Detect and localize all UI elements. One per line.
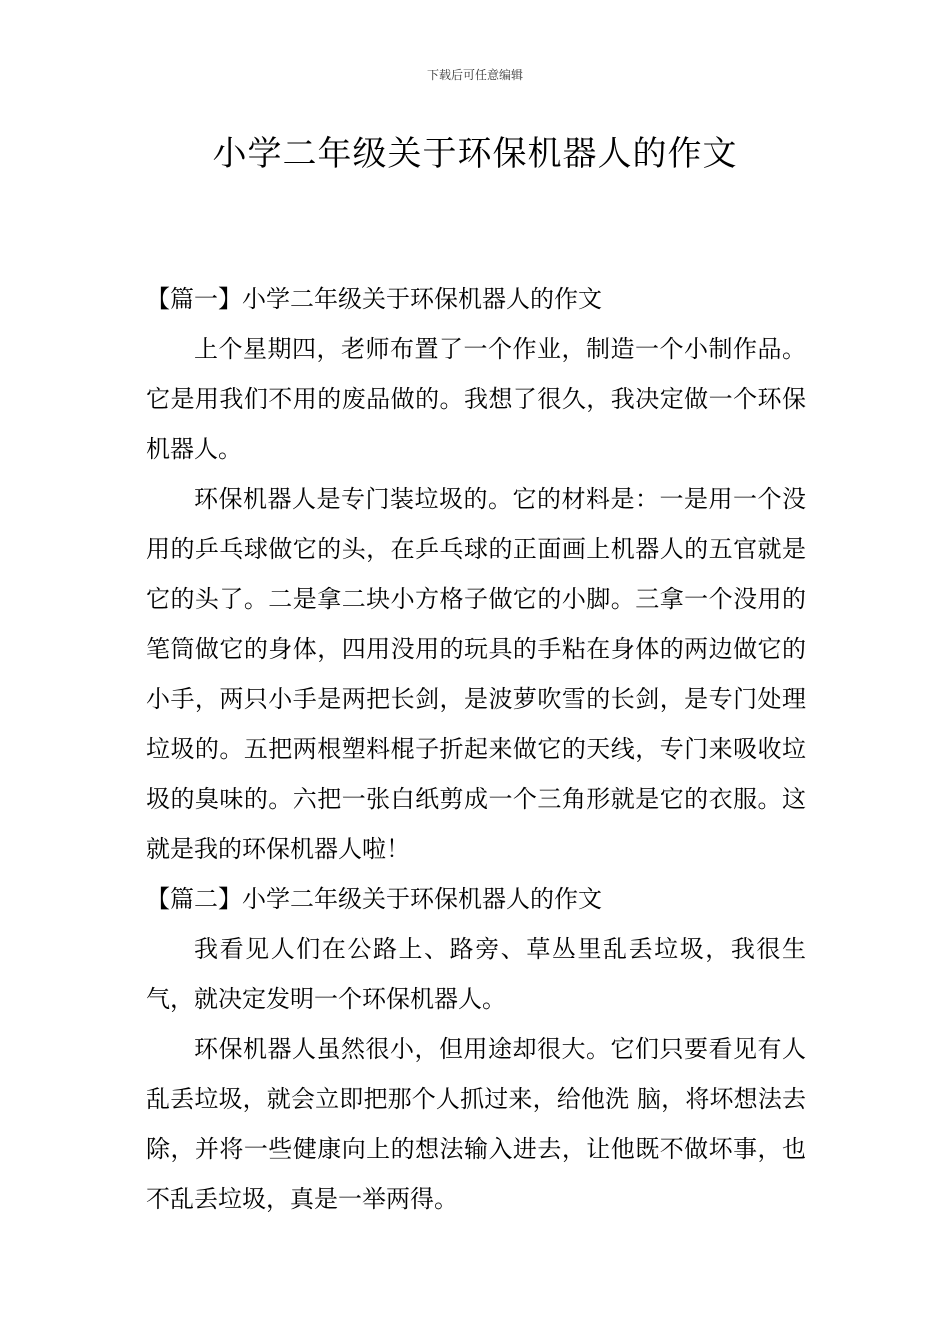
section-1-paragraph-2: 环保机器人是专门装垃圾的。它的材料是：一是用一个没用的乒乓球做它的头，在乒乓球的正面画上机器人的五官就是它的头了。二是拿二块小方格子做它的小脚。三拿一个没用的笔筒做它的身体，四用没用的玩具的手粘在身体的两边做它的小手，两只小手是两把长剑，是波萝吹雪的长剑，是专门处理垃圾的。五把两根塑料棍子折起来做它的天线，专门来吸收垃圾的臭味的。六把一张白纸剪成一个三角形就是它的衣服。这就是我的环保机器人啦！ [146,485,806,863]
header-note: 下载后可任意编辑 [426,68,523,82]
document-title: 小学二年级关于环保机器人的作文 [212,134,738,174]
section-1-paragraph-1: 上个星期四，老师布置了一个作业，制造一个小制作品。它是用我们不用的废品做的。我想了很久，我决定做一个环保机器人。 [146,335,806,463]
section-2-paragraph-2: 环保机器人虽然很小，但用途却很大。它们只要看见有人乱丢垃圾，就会立即把那个人抓过来，给他洗 脑，将坏想法去除，并将一些健康向上的想法输入进去，让他既不做坏事，也不乱丢垃圾，真是一举两得。 [146,1035,806,1213]
section-heading-1: 【篇一】小学二年级关于环保机器人的作文 [146,285,602,313]
document-body [146,274,806,1224]
section-heading-2: 【篇二】小学二年级关于环保机器人的作文 [146,885,602,913]
section-2-paragraph-1: 我看见人们在公路上、路旁、草丛里乱丢垃圾，我很生气，就决定发明一个环保机器人。 [146,935,806,1013]
